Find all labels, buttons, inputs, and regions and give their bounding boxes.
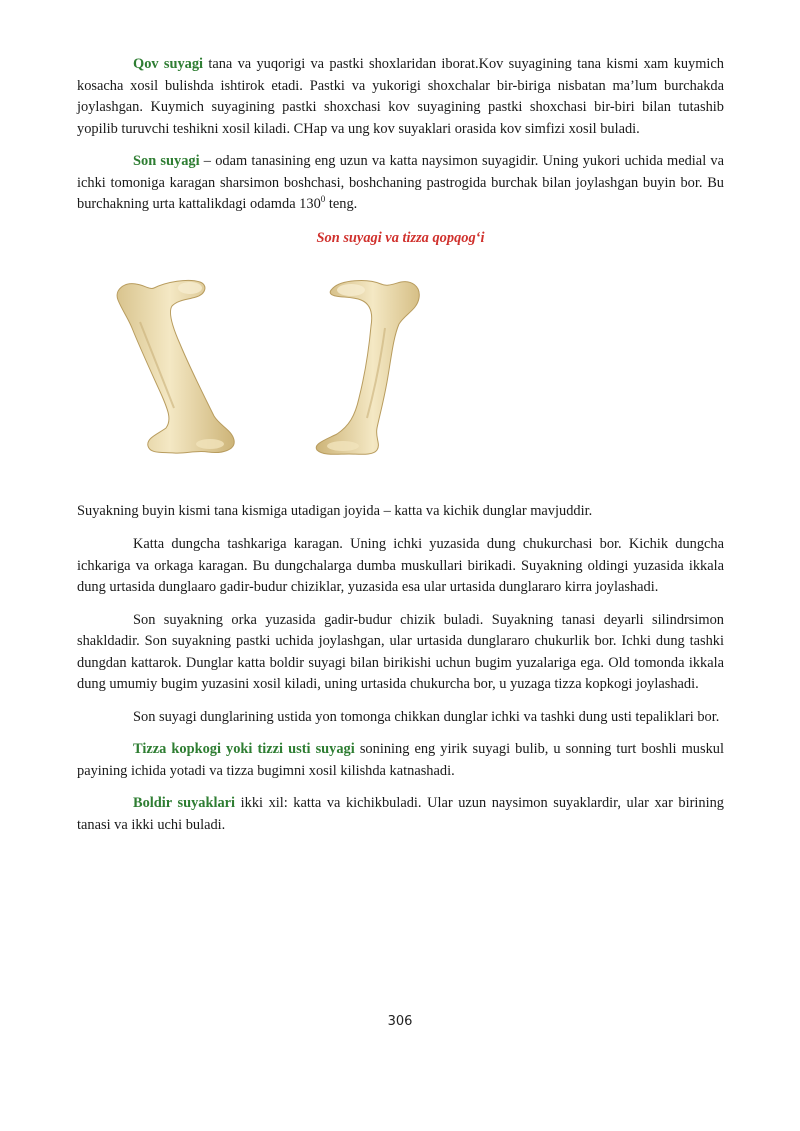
paragraph-leg-bones: [77, 793, 724, 836]
paragraph-text: – odam tanasining eng uzun va katta naysimon suyagidir. Uning yukori uchida medial va ichki tomoniga karagan sharsimon boshchasi, boshchaning pastrogida burchak bilan joylashgan buyin bor. Bu burchakning urta kattalikdagi odamda 130: [77, 153, 724, 212]
femur-right-illustration: [297, 278, 437, 458]
term-qov-suyagi: Qov suyagi: [133, 56, 204, 72]
paragraph-femur-neck: Suyakning buyin kismi tana kismiga utadigan joyida – katta va kichik dunglar mavjuddir.: [77, 502, 593, 519]
term-tizza-kopkogi: Tizza kopkogi yoki tizzi usti suyagi: [133, 741, 355, 757]
paragraph-text-tail: teng.: [325, 196, 358, 212]
paragraph-text: sonining eng yirik suyagi bulib, u sonning turt boshli muskul payining ichida yotadi va tizza bugimni xosil kilishda katnashadi.: [77, 741, 724, 779]
femur-figure: [77, 248, 724, 501]
paragraph-epicondyles: Son suyagi dunglarining ustida yon tomonga chikkan dunglar ichki va tashki dung usti tepaliklari bor.: [133, 708, 720, 725]
term-son-suyagi: Son suyagi: [133, 153, 200, 169]
paragraph-femur: [77, 151, 724, 216]
figure-caption: Son suyagi va tizza qopqog‘i: [316, 229, 485, 246]
paragraph-text: ikki xil: katta va kichikbuladi. Ular uzun naysimon suyaklardir, ular xar birining tanasi va ikki uchi buladi.: [77, 795, 724, 833]
paragraph-text: tana va yuqorigi va pastki shoxlaridan iborat.Kov suyagining tana kismi xam kuymich kosacha xosil bulishda ishtirok etadi. Pastki va yukorigi shoxchalar bir-biriga nisbatan ma’lum burchakda joylashgan. Kuymich suyagining pastki shoxchasi kov suyagining pastki shoxchasi bir-biri bilan tutashib yopilib turuvchi teshikni xosil kiladi. CHap va ung kov suyaklari orasida kov simfizi xosil buladi.: [77, 56, 725, 137]
paragraph-patella: [77, 739, 724, 782]
page-content: [77, 54, 724, 847]
paragraph-trochanters: Katta dungcha tashkariga karagan. Uning ichki yuzasida dung chukurchasi bor. Kichik dungcha ichkariga va orkaga karagan. Bu dungchalarga dumba muskullari birikadi. Suyakning oldingi yuzasida ikkala dung urtasida dunglaaro gadir-budur chiziklar, yuzasida esa ular urtasida dunglararo kirra joylashadi.: [77, 536, 724, 595]
femur-left-illustration: [110, 278, 240, 458]
page-number: 306: [387, 1014, 413, 1029]
paragraph-femur-surface: Son suyakning orka yuzasida gadir-budur chizik buladi. Suyakning tanasi deyarli silindrsimon shakldadir. Son suyakning pastki uchida joylashgan, ular urtasida dunglararo chukurlik bor. Ichki dung tashki dungdan kattarok. Dunglar katta boldir suyagi bilan birikishi uchun bugim yuzalariga ega. Old tomonda ikkala dung umumiy bugim yuzasini xosil kiladi, uning urtasida chukurcha bor, u yuzaga tizza kopkogi joylashadi.: [77, 611, 724, 692]
degree-superscript: 0: [320, 194, 326, 205]
term-boldir-suyaklari: Boldir suyaklari: [133, 795, 236, 811]
paragraph-pubic-bone: [77, 54, 724, 140]
